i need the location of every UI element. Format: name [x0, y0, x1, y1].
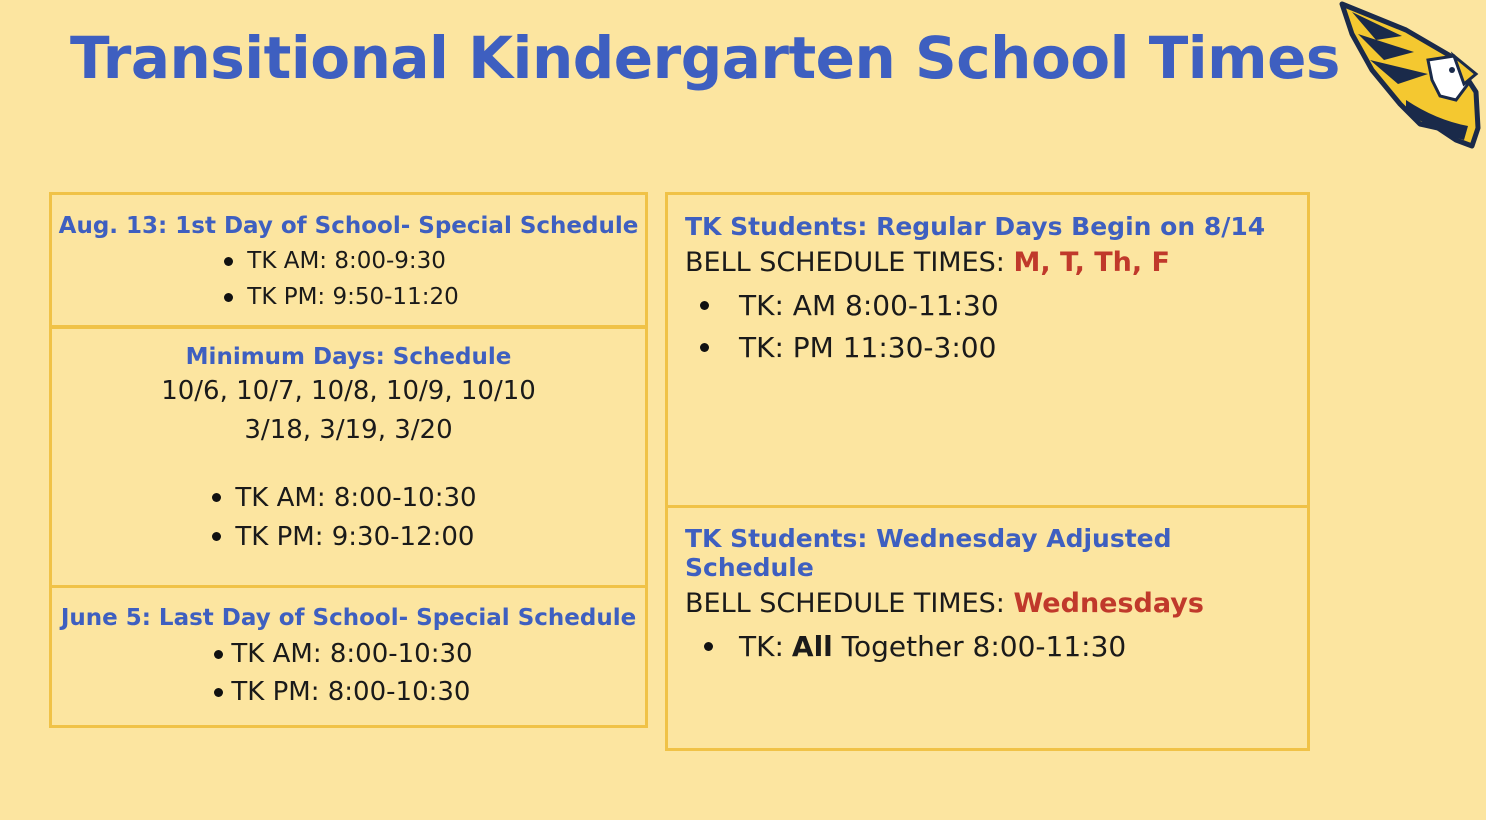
regular-list [700, 284, 1307, 368]
last-day-list [214, 635, 472, 711]
list-item: TK PM: 9:30-12:00 [212, 517, 476, 556]
eagle-mascot-icon [1336, 0, 1482, 150]
wednesday-list [704, 625, 1307, 667]
bell-label: BELL SCHEDULE TIMES: [685, 247, 1014, 278]
wednesday-box [665, 505, 1310, 751]
bullet-icon [700, 301, 709, 310]
minimum-days-list [212, 478, 476, 556]
minimum-days-box [49, 325, 648, 588]
list-item: TK AM: 8:00-10:30 [212, 478, 476, 517]
list-item: TK PM: 8:00-10:30 [214, 673, 472, 711]
first-day-list [224, 243, 458, 315]
wednesday-bell-line [685, 588, 1307, 619]
last-day-heading: June 5: Last Day of School- Special Schedule [60, 605, 637, 631]
minimum-days-heading: Minimum Days: Schedule [185, 344, 512, 370]
bullet-icon [224, 257, 233, 266]
regular-days-heading: TK Students: Regular Days Begin on 8/14 [685, 212, 1266, 241]
wednesday-days: Wednesdays [1013, 588, 1204, 619]
list-item: TK: AM 8:00-11:30 [700, 284, 1307, 326]
bullet-icon [700, 343, 709, 352]
list-item: TK: All Together 8:00-11:30 [704, 625, 1307, 667]
first-day-box [49, 192, 648, 329]
regular-bell-line [685, 247, 1307, 278]
minimum-days-dates-2: 3/18, 3/19, 3/20 [244, 415, 453, 445]
bell-label: BELL SCHEDULE TIMES: [685, 588, 1014, 619]
bullet-icon [224, 293, 233, 302]
bullet-icon [212, 493, 221, 502]
bullet-icon [704, 642, 713, 651]
bullet-icon [212, 532, 221, 541]
list-item: TK PM: 9:50-11:20 [224, 279, 458, 315]
wednesday-heading: TK Students: Wednesday Adjusted Schedule [685, 524, 1172, 582]
bullet-icon [214, 688, 223, 697]
bullet-icon [214, 650, 223, 659]
first-day-heading: Aug. 13: 1st Day of School- Special Schedule [58, 213, 639, 239]
list-item: TK: PM 11:30-3:00 [700, 326, 1307, 368]
regular-days-list: M, T, Th, F [1013, 247, 1170, 278]
list-item: TK AM: 8:00-9:30 [224, 243, 458, 279]
minimum-days-dates-1: 10/6, 10/7, 10/8, 10/9, 10/10 [161, 376, 536, 406]
list-item: TK AM: 8:00-10:30 [214, 635, 472, 673]
last-day-box [49, 585, 648, 728]
page-title: Transitional Kindergarten School Times [70, 24, 1340, 92]
regular-days-box [665, 192, 1310, 508]
